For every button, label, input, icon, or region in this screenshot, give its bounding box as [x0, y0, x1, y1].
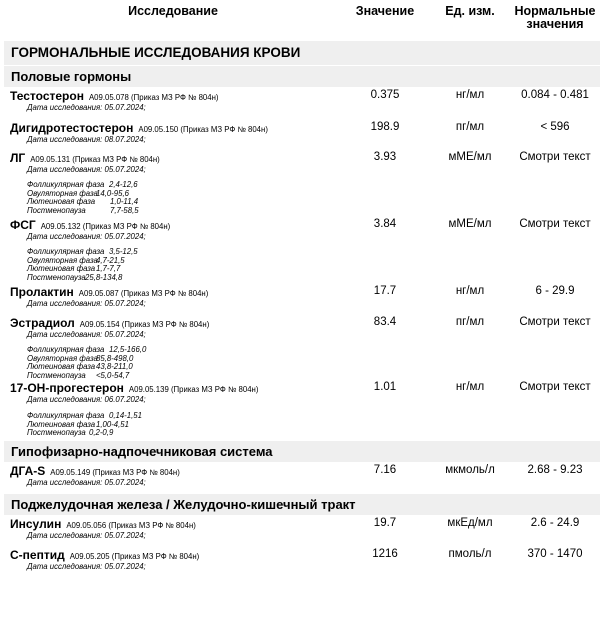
- test-value: 3.93: [373, 151, 397, 163]
- test-unit: мкмоль/л: [445, 464, 495, 476]
- phase-row: Фолликулярная фаза 2,4-12,6: [27, 180, 138, 189]
- test-date: Дата исследования: 05.07.2024;: [27, 562, 146, 571]
- test-value: 17.7: [373, 285, 397, 297]
- test-norm: 370 - 1470: [527, 548, 583, 560]
- test-value: 1216: [372, 548, 398, 560]
- test-unit: нг/мл: [455, 381, 485, 393]
- test-date: Дата исследования: 05.07.2024;: [27, 103, 146, 112]
- phase-row: Постменопауза25,8-134,8: [27, 272, 123, 282]
- test-unit: мМЕ/мл: [448, 218, 492, 230]
- test-code: A09.05.154 (Приказ МЗ РФ № 804н): [79, 320, 210, 329]
- test-code: A09.05.139 (Приказ МЗ РФ № 804н): [128, 385, 259, 394]
- test-unit: пг/мл: [455, 121, 485, 133]
- reference-phases-lh: [27, 181, 139, 215]
- test-norm: Смотри текст: [519, 218, 591, 230]
- test-name: Эстрадиол A09.05.154 (Приказ МЗ РФ № 804н): [10, 316, 210, 330]
- test-name: Инсулин A09.05.056 (Приказ МЗ РФ № 804н): [10, 517, 196, 531]
- test-norm: Смотри текст: [519, 151, 591, 163]
- group-pituitary-adrenal: Гипофизарно-надпочечниковая система: [4, 441, 600, 462]
- test-name: ЛГ A09.05.131 (Приказ МЗ РФ № 804н): [10, 151, 160, 165]
- test-name: ДГА-S A09.05.149 (Приказ МЗ РФ № 804н): [10, 464, 180, 478]
- test-date: Дата исследования: 05.07.2024;: [27, 478, 146, 487]
- test-name: ФСГ A09.05.132 (Приказ МЗ РФ № 804н): [10, 218, 171, 232]
- phase-row: Постменопауза 0,2-0,9: [27, 428, 114, 437]
- test-norm: 0.084 - 0.481: [521, 89, 589, 101]
- test-value: 198.9: [370, 121, 400, 133]
- header-test: Исследование: [128, 4, 218, 18]
- test-value: 3.84: [373, 218, 397, 230]
- test-name: Тестостерон A09.05.078 (Приказ МЗ РФ № 804н): [10, 89, 219, 103]
- test-name: С-пептид A09.05.205 (Приказ МЗ РФ № 804н): [10, 548, 200, 562]
- test-date: Дата исследования: 05.07.2024;: [27, 165, 146, 174]
- header-value: Значение: [355, 4, 415, 18]
- phase-row: Фолликулярная фаза 12,5-166,0: [27, 345, 147, 354]
- test-date: Дата исследования: 05.07.2024;: [27, 330, 146, 339]
- test-name: Пролактин A09.05.087 (Приказ МЗ РФ № 804н): [10, 285, 209, 299]
- test-code: A09.05.205 (Приказ МЗ РФ № 804н): [69, 552, 200, 561]
- test-unit: мМЕ/мл: [448, 151, 492, 163]
- section-title: ГОРМОНАЛЬНЫЕ ИССЛЕДОВАНИЯ КРОВИ: [4, 41, 600, 65]
- test-unit: нг/мл: [455, 89, 485, 101]
- test-norm: < 596: [540, 121, 570, 133]
- phase-row: Фолликулярная фаза 0,14-1,51: [27, 411, 142, 420]
- test-code: A09.05.132 (Приказ МЗ РФ № 804н): [40, 222, 171, 231]
- phase-row: Фолликулярная фаза 3,5-12,5: [27, 247, 138, 256]
- header-unit: Ед. изм.: [445, 4, 495, 18]
- test-name: 17-ОН-прогестерон A09.05.139 (Приказ МЗ РФ № 804н): [10, 381, 259, 395]
- group-pancreas-gi: Поджелудочная железа / Желудочно-кишечный тракт: [4, 494, 600, 515]
- reference-phases-estradiol: [27, 346, 146, 380]
- test-code: A09.05.056 (Приказ МЗ РФ № 804н): [66, 521, 196, 530]
- test-code: A09.05.087 (Приказ МЗ РФ № 804н): [78, 289, 209, 298]
- test-date: Дата исследования: 08.07.2024;: [27, 135, 146, 144]
- test-code: A09.05.078 (Приказ МЗ РФ № 804н): [88, 93, 219, 102]
- header-norm: Нормальные значения: [514, 4, 596, 31]
- test-norm: 2.6 - 24.9: [530, 517, 580, 529]
- test-unit: мкЕд/мл: [447, 517, 493, 529]
- test-norm: 6 - 29.9: [535, 285, 575, 297]
- test-value: 83.4: [373, 316, 397, 328]
- test-code: A09.05.131 (Приказ МЗ РФ № 804н): [30, 155, 160, 164]
- phase-row: Овуляторная фаза14,0-95,6: [27, 188, 129, 198]
- phase-row: Лютеиновая фаза 1,0-11,4: [27, 197, 139, 206]
- test-date: Дата исследования: 06.07.2024;: [27, 395, 146, 404]
- phase-row: Лютеиновая фаза1,00-4,51: [27, 419, 129, 429]
- test-date: Дата исследования: 05.07.2024;: [27, 232, 146, 241]
- reference-phases-fsh: [27, 248, 138, 282]
- test-norm: Смотри текст: [519, 316, 591, 328]
- reference-phases-17-oh: [27, 412, 142, 438]
- test-value: 7.16: [373, 464, 397, 476]
- table-header: [0, 0, 600, 38]
- test-date: Дата исследования: 05.07.2024;: [27, 299, 146, 308]
- phase-row: Постменопауза 7,7-58,5: [27, 205, 139, 215]
- phase-row: Лютеиновая фаза43,8-211,0: [27, 362, 133, 371]
- test-norm: 2.68 - 9.23: [527, 464, 583, 476]
- phase-row: Овуляторная фаза85,8-498,0: [27, 353, 134, 363]
- test-norm: Смотри текст: [519, 381, 591, 393]
- test-value: 19.7: [373, 517, 397, 529]
- phase-row: Лютеиновая фаза1,7-7,7: [27, 264, 121, 273]
- test-date: Дата исследования: 05.07.2024;: [27, 531, 146, 540]
- group-sex-hormones: Половые гормоны: [4, 66, 600, 87]
- phase-row: Овуляторная фаза4,7-21,5: [27, 255, 125, 265]
- test-code: A09.05.150 (Приказ МЗ РФ № 804н): [138, 125, 268, 134]
- phase-row: Постменопауза <5,0-54,7: [27, 370, 130, 380]
- test-unit: пмоль/л: [448, 548, 492, 560]
- test-name: Дигидротестостерон A09.05.150 (Приказ МЗ РФ № 804н): [10, 121, 268, 135]
- test-value: 0.375: [370, 89, 400, 101]
- test-value: 1.01: [373, 381, 397, 393]
- test-unit: пг/мл: [455, 316, 485, 328]
- test-code: A09.05.149 (Приказ МЗ РФ № 804н): [50, 468, 180, 477]
- test-unit: нг/мл: [455, 285, 485, 297]
